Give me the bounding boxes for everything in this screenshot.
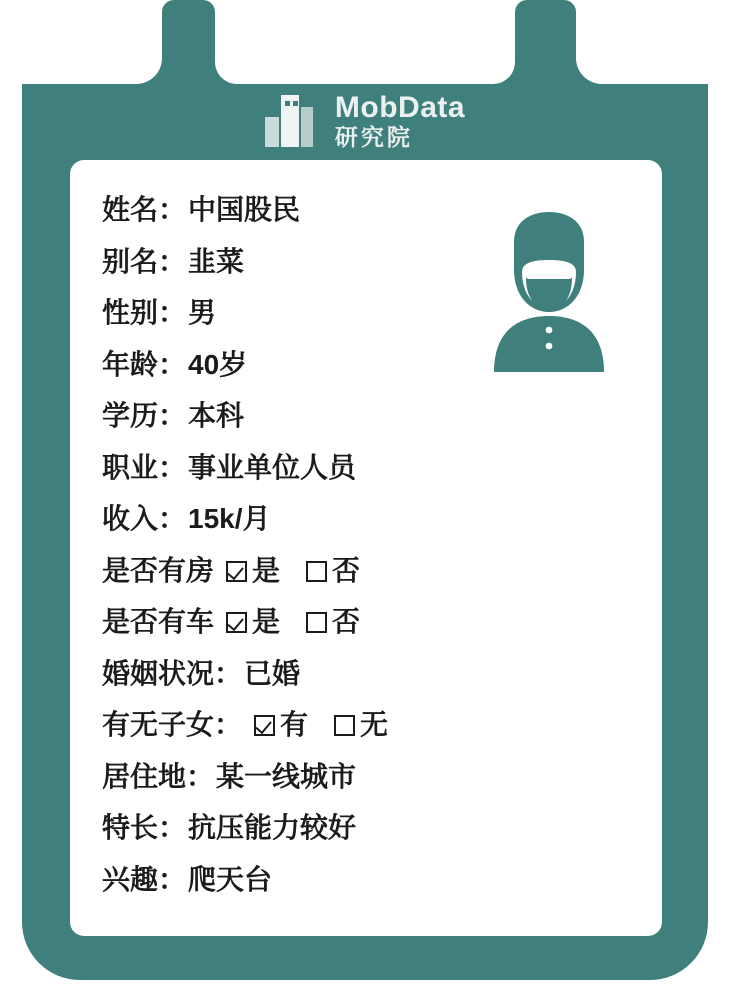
profile-row-label: 性别： — [102, 297, 187, 328]
profile-row-label: 职业： — [102, 451, 187, 483]
profile-row — [102, 188, 622, 240]
profile-row-value: 韭菜 — [188, 245, 245, 277]
profile-row-value: 爬天台 — [188, 863, 273, 895]
clipboard-notch-middle — [215, 0, 515, 84]
profile-row — [102, 806, 622, 858]
profile-row — [102, 858, 622, 910]
profile-row-value: 本科 — [188, 400, 245, 431]
profile-row-label: 收入： — [102, 503, 187, 534]
profile-row-options — [254, 703, 414, 743]
checkbox-unchecked-icon[interactable] — [334, 715, 355, 736]
profile-row-label: 婚姻状况： — [102, 657, 243, 689]
profile-row — [102, 652, 622, 704]
clipboard-notch-left — [22, 0, 162, 84]
checkbox-option[interactable] — [226, 600, 280, 640]
checkbox-option[interactable] — [306, 549, 360, 589]
checkbox-unchecked-icon[interactable] — [306, 612, 327, 633]
profile-field-list — [102, 188, 622, 909]
profile-row-label: 居住地： — [102, 760, 215, 792]
profile-row-label: 年龄： — [102, 348, 187, 380]
profile-row-value: 已婚 — [244, 657, 301, 689]
logo — [265, 90, 466, 150]
profile-row — [102, 291, 622, 343]
logo-text — [334, 90, 466, 150]
profile-row — [102, 240, 622, 292]
checkbox-checked-icon[interactable] — [254, 715, 275, 736]
checkbox-checked-icon[interactable] — [226, 612, 247, 633]
profile-row — [102, 497, 622, 549]
clipboard-clip-left — [162, 0, 215, 86]
profile-row-label: 是否有车 — [102, 606, 215, 637]
profile-row-value: 中国股民 — [188, 194, 301, 225]
clipboard-notch-right — [576, 0, 708, 84]
profile-row-label: 是否有房 — [102, 554, 215, 586]
profile-row-label: 有无子女： — [102, 709, 243, 740]
profile-row-label: 姓名： — [102, 194, 187, 225]
clipboard-clip-right — [515, 0, 576, 86]
checkbox-option-label: 有 — [280, 709, 309, 740]
profile-row — [102, 394, 622, 446]
checkbox-option-label: 无 — [360, 709, 389, 740]
profile-row — [102, 549, 622, 601]
profile-row-value: 15k/月 — [188, 503, 271, 534]
profile-row — [102, 446, 622, 498]
profile-row-options — [226, 600, 386, 640]
logo-subtitle: 研究院 — [334, 123, 413, 150]
profile-row-value: 抗压能力较好 — [188, 812, 357, 843]
checkbox-option[interactable] — [334, 703, 388, 743]
profile-row-label: 兴趣： — [102, 863, 187, 895]
checkbox-option[interactable] — [226, 549, 280, 589]
profile-row-value: 某一线城市 — [216, 760, 357, 792]
checkbox-unchecked-icon[interactable] — [306, 561, 327, 582]
profile-row — [102, 343, 622, 395]
checkbox-option-label: 是 — [252, 606, 281, 637]
profile-row-label: 特长： — [102, 812, 187, 843]
checkbox-option-label: 否 — [332, 554, 361, 586]
checkbox-option[interactable] — [254, 703, 308, 743]
checkbox-option[interactable] — [306, 600, 360, 640]
profile-row — [102, 600, 622, 652]
profile-row-label: 别名： — [102, 245, 187, 277]
profile-row-value: 男 — [188, 297, 217, 328]
logo-name: MobData — [334, 90, 466, 124]
profile-row — [102, 755, 622, 807]
brand-header — [0, 84, 730, 158]
checkbox-option-label: 是 — [252, 554, 281, 586]
profile-row-label: 学历： — [102, 400, 187, 431]
profile-row — [102, 703, 622, 755]
checkbox-option-label: 否 — [332, 606, 361, 637]
profile-row-value: 40岁 — [188, 348, 248, 380]
building-blocks-icon — [265, 95, 323, 147]
profile-row-value: 事业单位人员 — [188, 451, 357, 483]
profile-row-options — [226, 549, 386, 589]
profile-sheet — [70, 160, 662, 936]
checkbox-checked-icon[interactable] — [226, 561, 247, 582]
